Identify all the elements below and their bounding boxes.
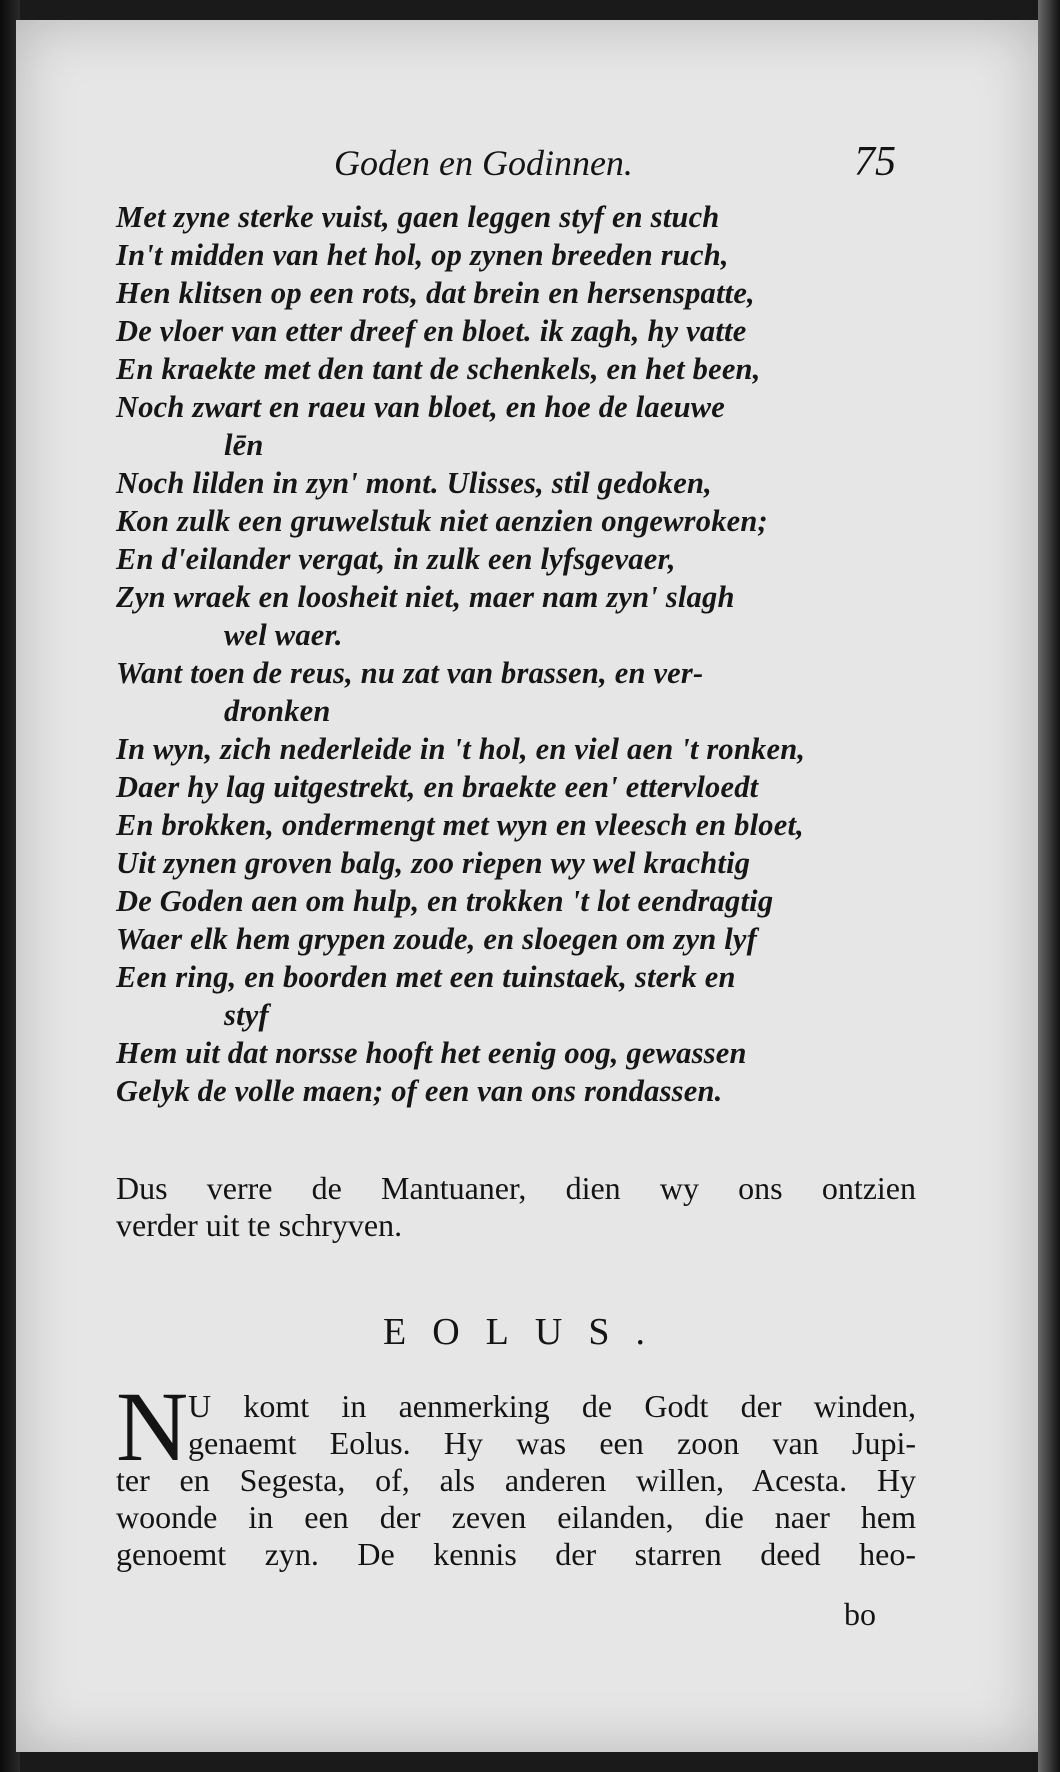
- verse-line: En brokken, ondermengt met wyn en vleesch en bloet,: [116, 808, 804, 842]
- catchword: bo: [844, 1596, 876, 1632]
- prose-line: genaemt Eolus. Hy was een zoon van Jupi-: [188, 1425, 916, 1461]
- verse-line: In wyn, zich nederleide in 't hol, en viel aen 't ronken,: [116, 732, 806, 766]
- verse-line: Want toen de reus, nu zat van brassen, en ver-: [116, 656, 704, 690]
- section-paragraph: [116, 1371, 916, 1573]
- prose-line: Dus verre de Mantuaner, dien wy ons ontzien: [116, 1170, 916, 1206]
- prose-line: ter en Segesta, of, als anderen willen, Acesta. Hy: [116, 1462, 916, 1498]
- verse-line-continuation: styf: [224, 998, 269, 1032]
- verse-line: Gelyk de volle maen; of een van ons rondassen.: [116, 1074, 723, 1108]
- prose-line: verder uit te schryven.: [116, 1207, 403, 1243]
- verse-line: De vloer van etter dreef en bloet. ik zagh, hy vatte: [116, 314, 747, 348]
- verse-line: En kraekte met den tant de schenkels, en het been,: [116, 352, 761, 386]
- prose-line: genoemt zyn. De kennis der starren deed heo-: [116, 1536, 916, 1572]
- book-edge-shadow: [1038, 0, 1060, 1772]
- verse-line: Kon zulk een gruwelstuk niet aenzien ongewroken;: [116, 504, 768, 538]
- verse-line: Met zyne sterke vuist, gaen leggen styf en stuch: [116, 200, 720, 234]
- verse-line: En d'eilander vergat, in zulk een lyfsgevaer,: [116, 542, 676, 576]
- drop-cap: N: [116, 1371, 189, 1482]
- verse-line: Uit zynen groven balg, zoo riepen wy wel krachtig: [116, 846, 751, 880]
- verse-line: Waer elk hem grypen zoude, en sloegen om zyn lyf: [116, 922, 758, 956]
- verse-line-continuation: wel waer.: [224, 618, 343, 652]
- closing-paragraph: [116, 1170, 916, 1244]
- page-number: 75: [854, 139, 896, 185]
- verse-line-continuation: lēn: [224, 428, 264, 462]
- verse-line: Een ring, en boorden met een tuinstaek, sterk en: [116, 960, 736, 994]
- section-title: EOLUS.: [383, 1311, 671, 1353]
- prose-line: woonde in een der zeven eilanden, die naer hem: [116, 1499, 916, 1535]
- verse-line: Hem uit dat norsse hooft het eenig oog, gewassen: [116, 1036, 747, 1070]
- verse-line: Zyn wraek en loosheit niet, maer nam zyn' slagh: [116, 580, 735, 614]
- verse-line: Daer hy lag uitgestrekt, en braekte een' ettervloedt: [116, 770, 759, 804]
- verse-line-continuation: dronken: [224, 694, 331, 728]
- verse-line: De Goden aen om hulp, en trokken 't lot eendragtig: [116, 884, 774, 918]
- verse-line: Hen klitsen op een rots, dat brein en hersenspatte,: [116, 276, 755, 310]
- running-head: Goden en Godinnen.: [334, 143, 633, 183]
- verse-line: In't midden van het hol, op zynen breeden ruch,: [116, 238, 729, 272]
- verse-line: Noch zwart en raeu van bloet, en hoe de laeuwe: [116, 390, 726, 424]
- verse-line: Noch lilden in zyn' mont. Ulisses, stil gedoken,: [116, 466, 712, 500]
- book-page: [16, 20, 1038, 1752]
- verse-block: [116, 198, 916, 1110]
- prose-line: U komt in aenmerking de Godt der winden,: [188, 1388, 916, 1424]
